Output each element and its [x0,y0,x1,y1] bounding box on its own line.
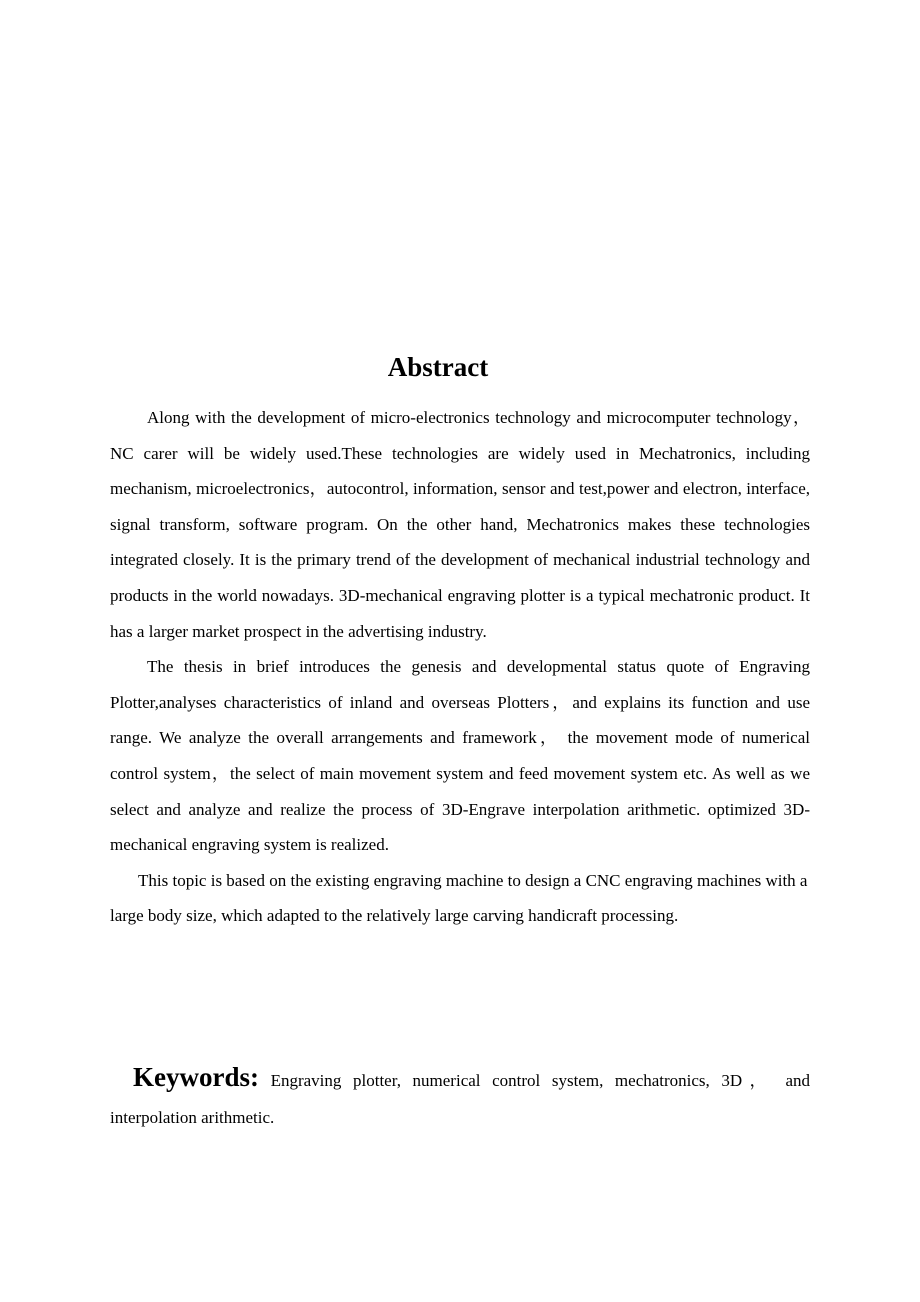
abstract-title: Abstract [387,352,489,382]
abstract-paragraph-1: Along with the development of micro-electronics technology and microcomputer technology， NC carer will be widely used.These technologies are widely used in Mechatronics, including mechanism, microelectronics，autocontrol, information, sensor and test,power and electron, interface, signal transform, software program. On the other hand, Mechatronics makes these technologies integrated closely. It is the primary trend of the development of mechanical industrial technology and products in the world nowadays. 3D-mechanical engraving plotter is a typical mechatronic product. It has a larger market prospect in the advertising industry. [110,408,810,641]
keywords-section [110,1059,810,1136]
keywords-text: Engraving plotter, numerical control system, mechatronics, 3D， and interpolation arithmetic. [110,1071,811,1127]
abstract-paragraph-2: The thesis in brief introduces the genesis and developmental status quote of Engraving Plotter,analyses characteristics of inland and overseas Plotters，and explains its function and use range. We analyze the overall arrangements and framework， the movement mode of numerical control system，the select of main movement system and feed movement system etc. As well as we select and analyze and realize the process of 3D-Engrave interpolation arithmetic. optimized 3D-mechanical engraving system is realized. [110,657,810,855]
abstract-body [110,400,810,934]
keywords-label: Keywords: [133,1062,259,1092]
abstract-paragraph-3: This topic is based on the existing engraving machine to design a CNC engraving machines with a large body size, which adapted to the relatively large carving handicraft processing. [110,870,808,926]
